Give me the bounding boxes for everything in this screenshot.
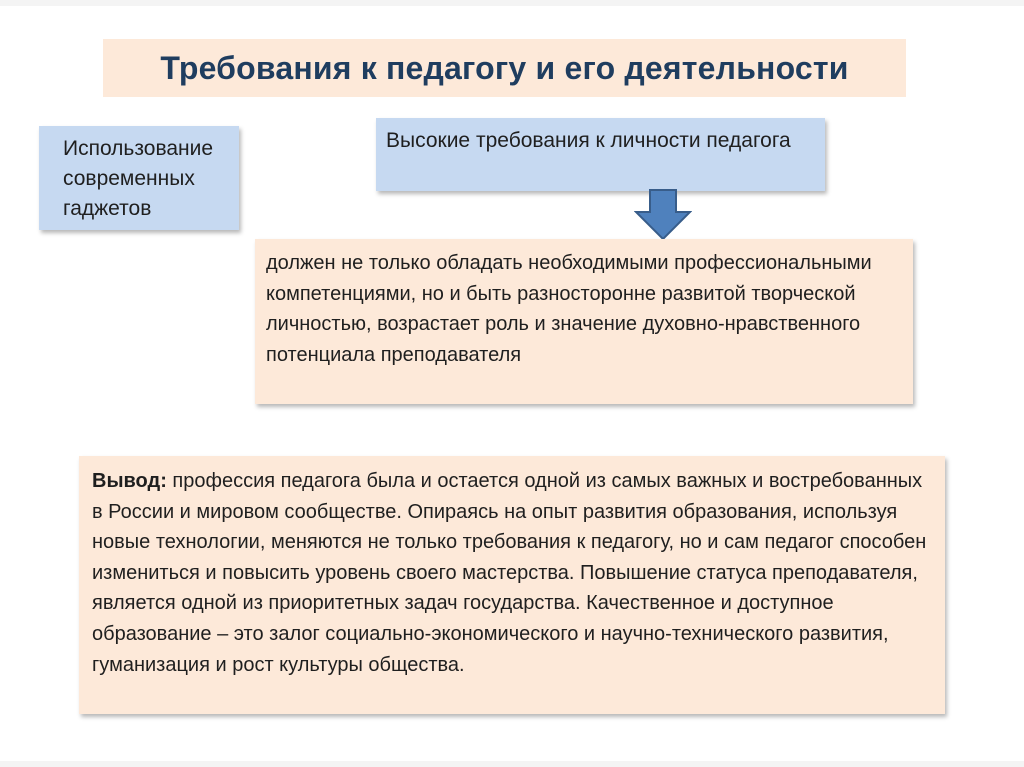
description-box [255, 239, 913, 404]
arrow-down-icon [634, 188, 692, 241]
conclusion-paragraph [92, 466, 933, 680]
slide-title: Требования к педагогу и его деятельности [160, 49, 849, 86]
arrow-down-shape [636, 190, 690, 239]
conclusion-text: профессия педагога была и остается одной из самых важных и востребованных в России и мировом сообществе. Опираясь на опыт развития образования, используя новые технологии, меняются не только требования к педагогу, но и сам педагог способен измениться и повысить уровень своего мастерства. Повышение статуса преподавателя, является одной из приоритетных задач государства. Качественное и доступное образование – это залог социально-экономического и научно-технического развития, гуманизация и рост культуры общества. [92, 470, 927, 676]
slide-bottom-edge [0, 761, 1024, 767]
gadgets-box [39, 126, 239, 230]
title-banner [103, 39, 906, 97]
requirements-box [376, 118, 825, 191]
gadgets-text: Использование современных гаджетов [63, 137, 214, 220]
slide-top-edge [0, 0, 1024, 6]
conclusion-label: Вывод: [92, 470, 167, 492]
description-text: должен не только обладать необходимыми профессиональными компетенциями, но и быть разносторонне развитой творческой личностью, возрастает роль и значение духовно-нравственного потенциала преподавателя [266, 252, 872, 366]
requirements-text: Высокие требования к личности педагога [386, 129, 791, 152]
conclusion-box [79, 456, 945, 714]
